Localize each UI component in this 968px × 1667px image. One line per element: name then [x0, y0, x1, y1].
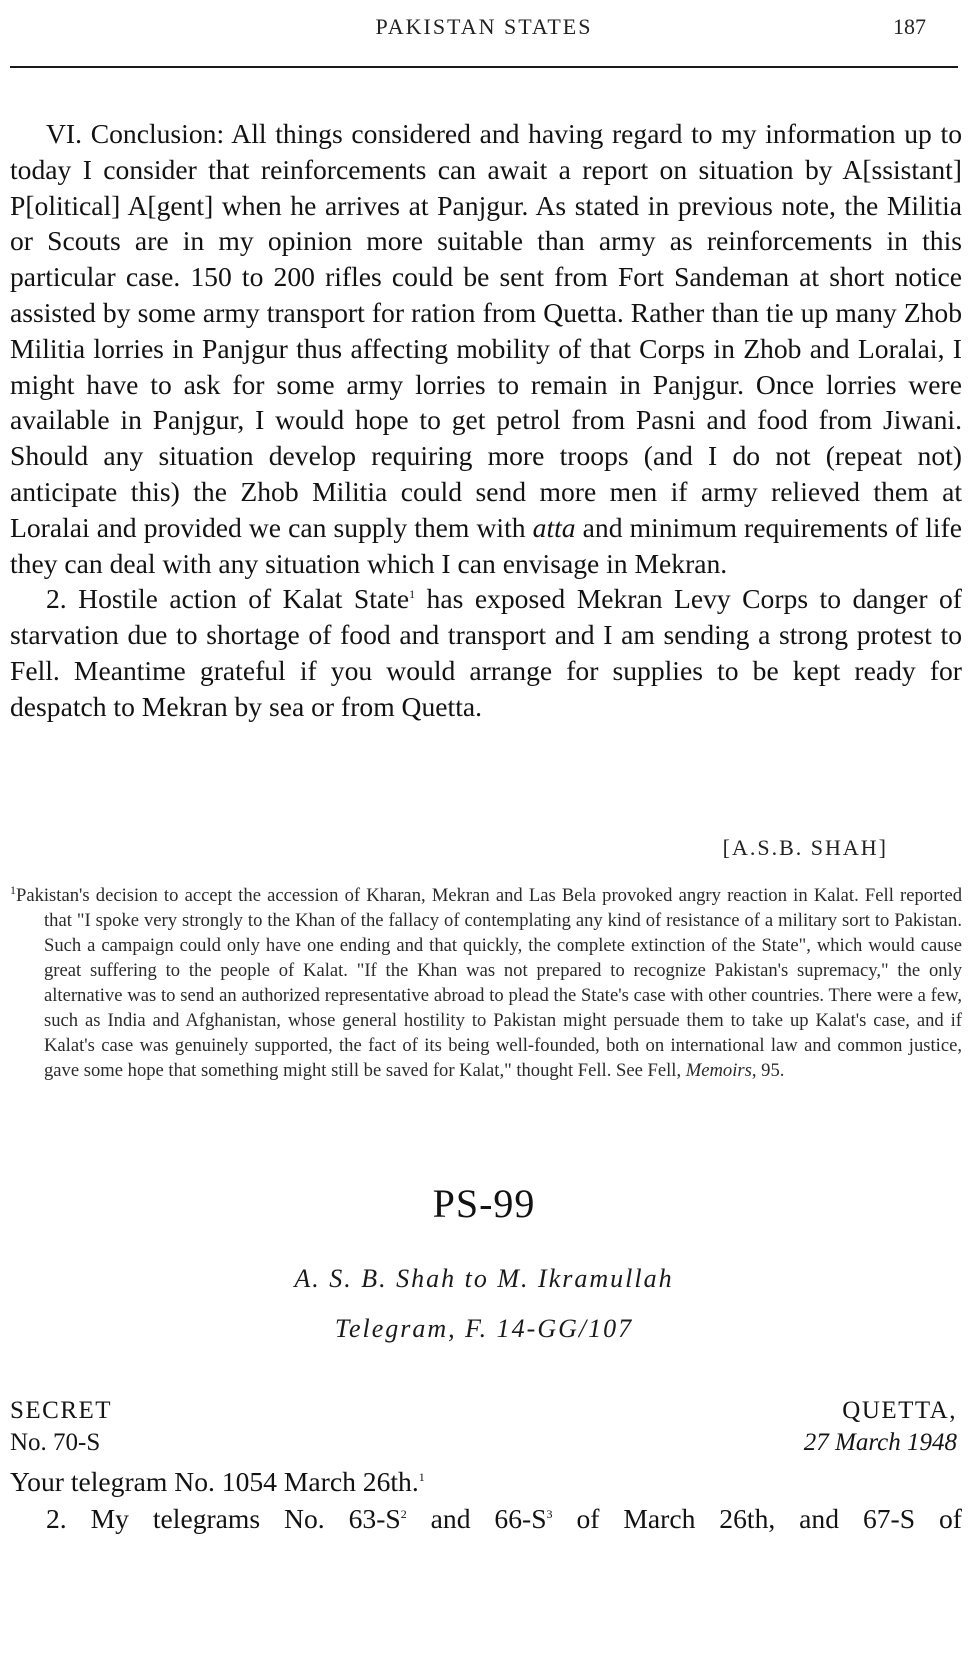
footnote-book-title: Memoirs: [685, 1060, 752, 1081]
conclusion-end: and minimum requirements of life they can deal with any situation which I can envisage in Mekran.: [10, 511, 963, 579]
document-id: PS-99: [432, 1181, 536, 1226]
telegram-line-2-a: 2. My telegrams No. 63-S: [46, 1503, 401, 1534]
conclusion-heading: [46, 118, 216, 149]
place: QUETTA,: [842, 1397, 957, 1424]
paragraph-2-start: 2. Hostile action of Kalat State: [46, 583, 410, 615]
footnote-text-end: , 95.: [751, 1060, 785, 1081]
page-header: [0, 14, 968, 48]
atta-term: atta: [532, 511, 576, 543]
telegram-line-2: [10, 1500, 962, 1537]
conclusion-text: : All things considered and having regard to my information up to today I consider that reinforcements can await a report on situation by A[ssistant] P[olitical] A[gent] when he arrives at Panjgur. As stated in previous note, the Militia or Scouts are in my opinion more suitable than army as reinforcements in this particular case. 150 to 200 rifles could be sent from Fort Sandeman at short notice assisted by some army transport for ration from Quetta. Rather than tie up many Zhob Militia lorries in Panjgur thus affecting mobility of that Corps in Zhob and Loralai, I might have to ask for some army lorries to remain in Panjgur. Once lorries were available in Panjgur, I would hope to get petrol from Pasni and food from Jiwani. Should any situation develop requiring more troops (and I do not (repeat not) anticipate this) the Zhob Militia could send more men if army relieved them at Loralai and provided we can supply them with: [10, 118, 962, 543]
document-date: 27 March 1948: [803, 1429, 957, 1456]
footnote-marker[interactable]: 3: [546, 1506, 553, 1521]
classification: SECRET: [10, 1397, 113, 1424]
footnote-number: 1: [10, 882, 16, 897]
telegram-line-2-c: of March 26th, and 67-S of: [552, 1503, 962, 1534]
main-text: [10, 116, 962, 725]
conclusion-paragraph: [10, 116, 962, 581]
telegram-text: [10, 1463, 962, 1537]
paragraph-2-end: has exposed Mekran Levy Corps to danger of starvation due to shortage of food and transport and I am sending a strong protest to Fell. Meantime grateful if you would arrange for supplies to be kept ready for despatch to Mekran by sea or from Quetta.: [10, 583, 963, 722]
running-head: PAKISTAN STATES: [375, 14, 593, 39]
footnote-marker[interactable]: 1: [409, 587, 416, 602]
meta-row-number: [10, 1429, 957, 1463]
meta-row-classification: [10, 1397, 957, 1431]
footnote-marker[interactable]: 2: [400, 1506, 407, 1521]
document-from-to: A. S. B. Shah to M. Ikramullah: [294, 1264, 674, 1293]
signature: [A.S.B. SHAH]: [722, 835, 888, 860]
telegram-line-1-text: Your telegram No. 1054 March 26th.: [10, 1466, 419, 1497]
document-number: No. 70-S: [10, 1429, 101, 1456]
telegram-line-1: [10, 1463, 962, 1500]
footnote-paragraph: [10, 883, 962, 1083]
page-number: 187: [893, 14, 926, 39]
footnote: [10, 883, 962, 1083]
paragraph-2: [10, 581, 962, 724]
telegram-line-2-b: and 66-S: [406, 1503, 547, 1534]
footnote-marker[interactable]: 1: [418, 1469, 425, 1484]
footnote-text: Pakistan's decision to accept the accession of Kharan, Mekran and Las Bela provoked angry reaction in Kalat. Fell reported that "I spoke very strongly to the Khan of the fallacy of contemplating any kind of resistance of a military sort to Pakistan. Such a campaign could only have one ending and that quickly, the complete extinction of the State", which would cause great suffering to the people of Kalat. "If the Khan was not prepared to recognize Pakistan's supremacy," the only alternative was to send an authorized representative abroad to plead the State's case with other countries. There were a few, such as India and Afghanistan, whose general hostility to Pakistan might persuade them to take up Kalat's case, and if Kalat's case was genuinely supported, the fact of its being well-founded, both on international law and common justice, gave some hope that something might still be saved for Kalat," thought Fell. See Fell,: [16, 885, 962, 1081]
conclusion-label: VI. Conclusion: [46, 118, 217, 149]
document-type: Telegram, F. 14-GG/107: [334, 1314, 634, 1343]
header-rule: [10, 66, 958, 68]
